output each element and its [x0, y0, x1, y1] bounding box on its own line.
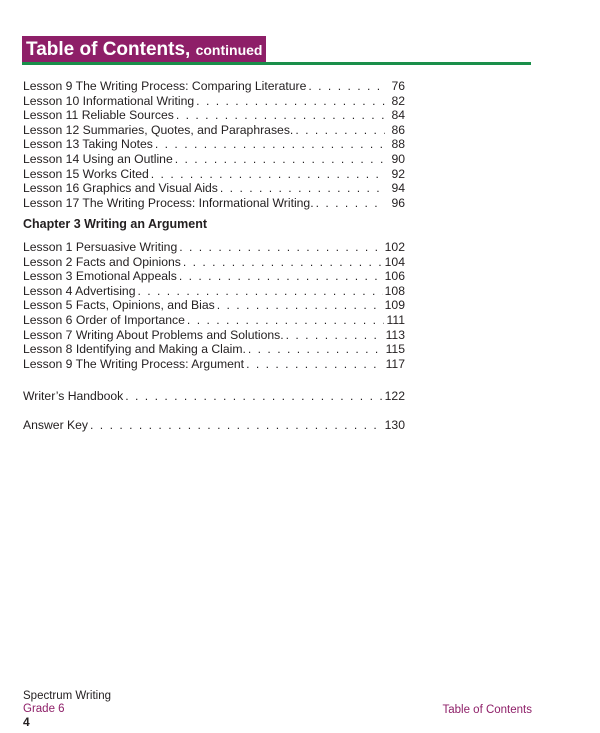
toc-entry-answer-key[interactable]: Answer Key . . . 130: [23, 418, 405, 433]
toc-entry[interactable]: Lesson 15 Works Cited . . . 92: [23, 167, 405, 182]
page-title: [22, 36, 266, 62]
footer-book-info: [23, 690, 111, 729]
toc-entry[interactable]: Lesson 1 Persuasive Writing . . . 102: [23, 240, 405, 255]
header-divider: [22, 62, 531, 65]
chapter-2-lesson-list: [23, 79, 405, 210]
toc-entry[interactable]: Lesson 9 The Writing Process: Argument . . . 117: [23, 357, 405, 372]
toc-entry[interactable]: Lesson 2 Facts and Opinions . . . 104: [23, 255, 405, 270]
toc-entry[interactable]: Lesson 12 Summaries, Quotes, and Paraphrases. . . . 86: [23, 123, 405, 138]
toc-entry-handbook[interactable]: Writer’s Handbook . . . 122: [23, 389, 405, 404]
toc-entry[interactable]: Lesson 5 Facts, Opinions, and Bias . . . 109: [23, 298, 405, 313]
toc-entry[interactable]: Lesson 16 Graphics and Visual Aids . . . 94: [23, 181, 405, 196]
toc-entry[interactable]: Lesson 10 Informational Writing . . . 82: [23, 94, 405, 109]
toc-entry[interactable]: Lesson 4 Advertising . . . 108: [23, 284, 405, 299]
title-continued: continued: [195, 42, 263, 58]
toc-entry[interactable]: Lesson 13 Taking Notes . . . 88: [23, 137, 405, 152]
toc-entry[interactable]: Lesson 6 Order of Importance . . . 111: [23, 313, 405, 328]
toc-entry[interactable]: Lesson 3 Emotional Appeals . . . 106: [23, 269, 405, 284]
chapter-3-lesson-list: [23, 240, 405, 371]
toc-entry[interactable]: Lesson 9 The Writing Process: Comparing Literature . . . 76: [23, 79, 405, 94]
chapter-3-heading: Chapter 3 Writing an Argument: [23, 217, 208, 231]
footer-section-label: Table of Contents: [442, 704, 532, 716]
grade-label: Grade 6: [23, 703, 65, 715]
toc-entry[interactable]: Lesson 14 Using an Outline . . . 90: [23, 152, 405, 167]
page-number: 4: [23, 715, 30, 729]
handbook-entry-wrap: [23, 389, 405, 404]
title-text: Table of Contents,: [26, 39, 191, 60]
toc-entry[interactable]: Lesson 11 Reliable Sources . . . 84: [23, 108, 405, 123]
toc-entry[interactable]: Lesson 17 The Writing Process: Informational Writing. . . . 96: [23, 196, 405, 211]
toc-entry[interactable]: Lesson 7 Writing About Problems and Solutions. . . . 113: [23, 328, 405, 343]
book-title: Spectrum Writing: [23, 690, 111, 702]
toc-entry[interactable]: Lesson 8 Identifying and Making a Claim. . . . 115: [23, 342, 405, 357]
answer-key-entry-wrap: [23, 418, 405, 433]
